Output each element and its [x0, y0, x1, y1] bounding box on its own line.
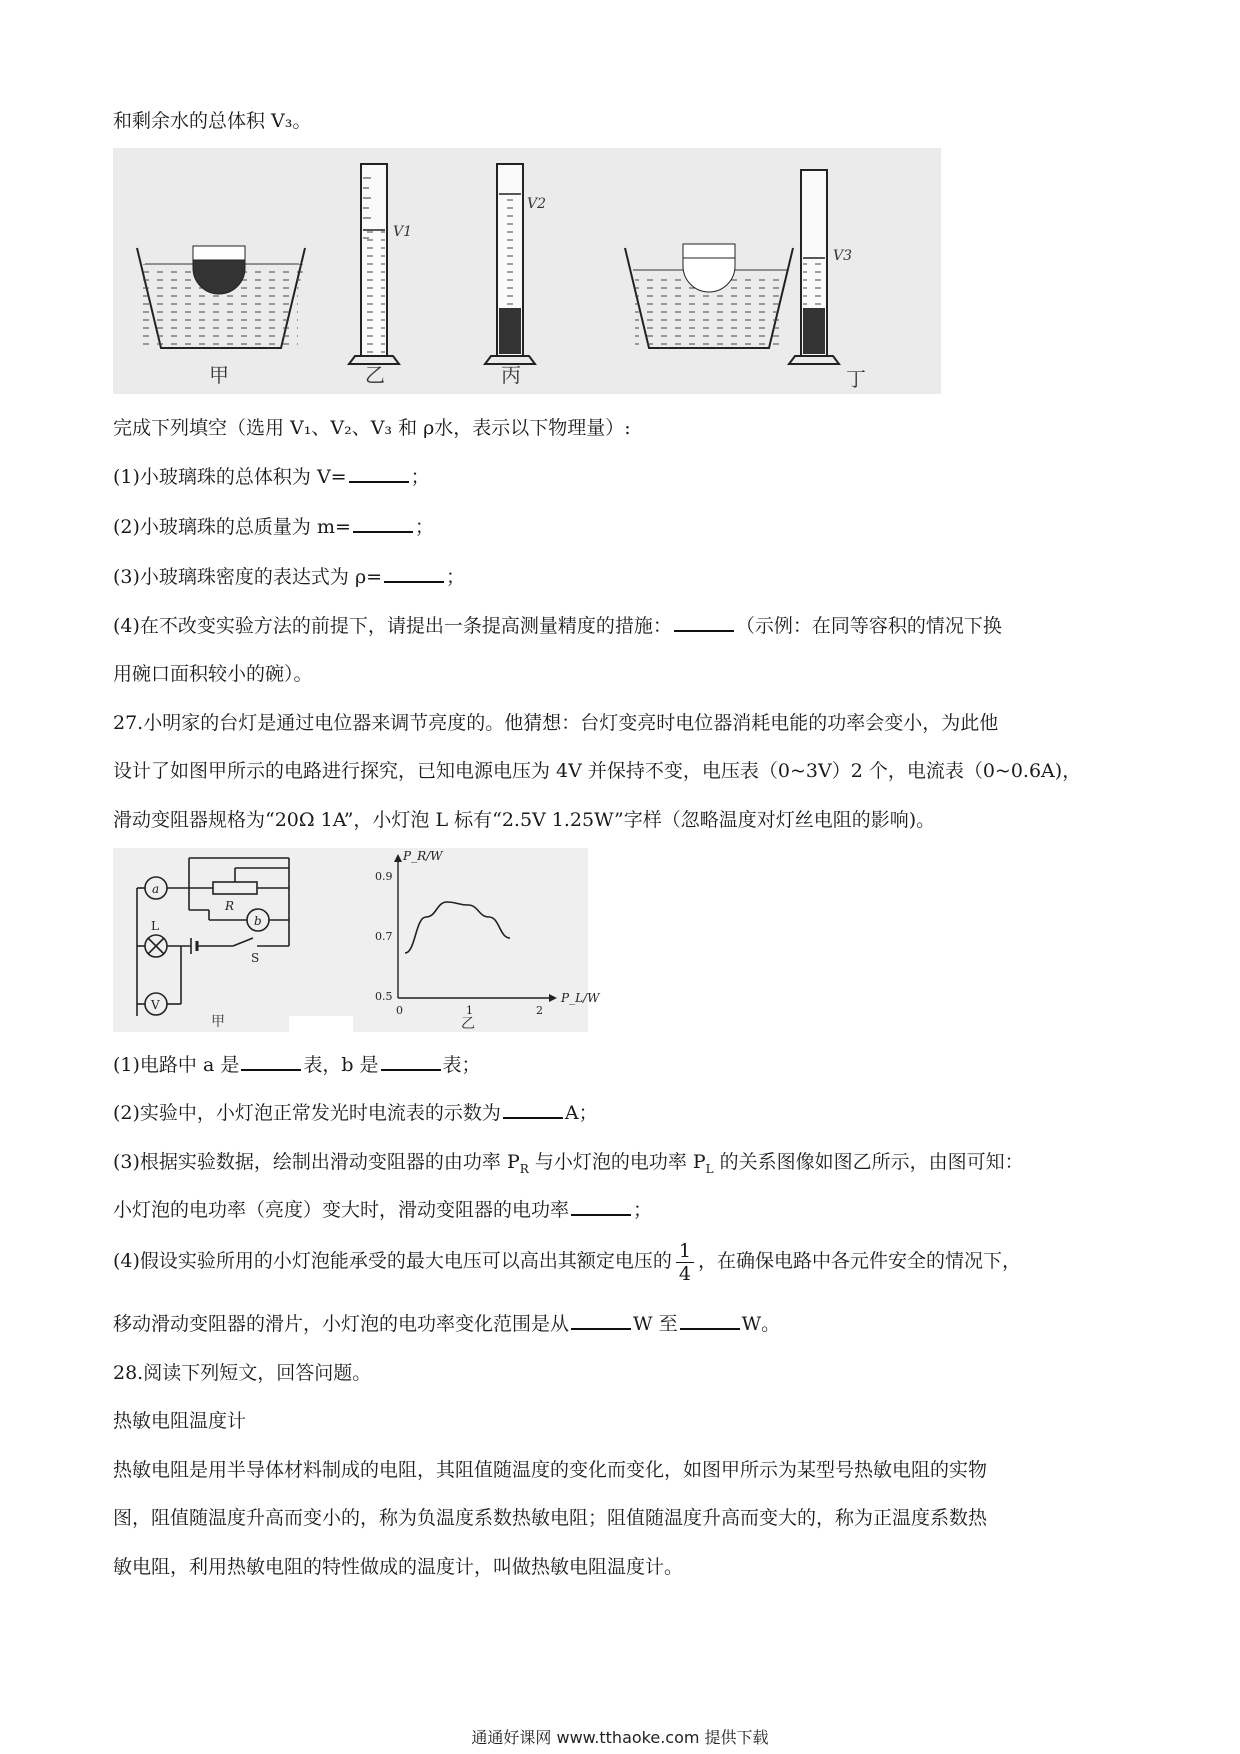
q28-para-line1: 热敏电阻是用半导体材料制成的电阻，其阻值随温度的变化而变化，如图甲所示为某型号热敏电阻的实物: [113, 1459, 988, 1481]
answer-blank-a[interactable]: [241, 1069, 301, 1071]
q27-line1: 27.小明家的台灯是通过电位器来调节亮度的。他猜想：台灯变亮时电位器消耗电能的功率会变小，为此他: [113, 712, 999, 734]
circuit-svg: [113, 848, 600, 1032]
label-bing: 丙: [501, 363, 521, 387]
mark-v3: V3: [833, 248, 853, 264]
power-curve: [405, 902, 510, 953]
label-ding: 丁: [846, 367, 866, 391]
q26-part2-text: (2)小玻璃珠的总质量为 m=: [113, 516, 351, 538]
resistor-label: R: [225, 899, 235, 913]
answer-blank-measure[interactable]: [674, 630, 734, 632]
q27-sub3: [113, 1149, 1024, 1182]
answer-blank-current[interactable]: [503, 1117, 563, 1119]
answer-blank-mass[interactable]: [353, 531, 413, 533]
power-graph: [375, 849, 601, 1032]
punct: ；: [446, 566, 466, 588]
fraction-one-quarter: [676, 1240, 694, 1285]
answer-blank-trend[interactable]: [571, 1214, 631, 1216]
xtick-2: 2: [536, 1004, 543, 1017]
q27-sub4-text5: W。: [741, 1313, 781, 1335]
ytick-09: 0.9: [375, 870, 393, 883]
q26-part3: [113, 564, 465, 590]
label-yi: 乙: [365, 363, 385, 387]
q27-sub4-text: (4)假设实验所用的小灯泡能承受的最大电压可以高出其额定电压的: [113, 1250, 672, 1272]
cylinder-ding: [789, 170, 852, 364]
q27-sub4-cont: [113, 1311, 780, 1337]
answer-blank-density[interactable]: [384, 581, 444, 583]
q27-sub3-text: (3)根据实验数据，绘制出滑动变阻器的由功率 P: [113, 1151, 520, 1173]
xtick-1: 1: [466, 1004, 473, 1017]
ytick-05: 0.5: [375, 990, 393, 1003]
circuit-caption: 甲: [211, 1014, 225, 1030]
q28-para-line2: 图，阻值随温度升高而变小的，称为负温度系数热敏电阻；阻值随温度升高而变大的，称为正温度系数热: [113, 1507, 988, 1529]
punct: ；: [414, 516, 434, 538]
mark-v1: V1: [393, 224, 413, 240]
q27-line2: 设计了如图甲所示的电路进行探究，已知电源电压为 4V 并保持不变，电压表（0~3V）2 个，电流表（0~0.6A)，: [113, 760, 1082, 782]
sub-r: R: [519, 1161, 529, 1176]
q27-sub2-text: (2)实验中，小灯泡正常发光时电流表的示数为: [113, 1102, 501, 1124]
page-footer: 通通好课网 www.tthaoke.com 提供下载: [471, 1728, 769, 1747]
answer-blank-max-power[interactable]: [680, 1328, 740, 1330]
frac-num: 1: [676, 1240, 694, 1263]
q27-sub2-unit: A；: [564, 1102, 598, 1124]
cylinder-yi: [349, 164, 412, 364]
q26-part4: [113, 613, 1002, 639]
graph-xlabel: P_L/W: [561, 991, 600, 1005]
figure1-svg: [113, 148, 941, 394]
q27-sub4: [113, 1236, 1021, 1286]
q26-part4-cont: 用碗口面积较小的碗）。: [113, 663, 313, 685]
graph-ylabel: P_R/W: [403, 849, 443, 863]
q27-sub3-text3: 的关系图像如图乙所示，由图可知：: [713, 1151, 1024, 1173]
figure-bowls-cylinders: [113, 148, 941, 394]
q27-sub3-cont: [113, 1197, 652, 1223]
answer-blank-b[interactable]: [381, 1069, 441, 1071]
punct: ；: [410, 466, 430, 488]
q26-part4-example: （示例：在同等容积的情况下换: [735, 615, 1002, 637]
mark-v2: V2: [527, 196, 547, 212]
cylinder-bing: [485, 164, 546, 364]
q26-part4-text: (4)在不改变实验方法的前提下，请提出一条提高测量精度的措施：: [113, 615, 672, 637]
xtick-0: 0: [396, 1004, 403, 1017]
label-jia: 甲: [209, 363, 229, 387]
answer-blank-volume[interactable]: [349, 481, 409, 483]
q27-sub4-text4: W 至: [633, 1313, 678, 1335]
q27-sub1: [113, 1052, 481, 1078]
q27-sub4-text2: ，在确保电路中各元件安全的情况下，: [698, 1250, 1022, 1272]
meter-v-label: V: [151, 998, 160, 1012]
answer-blank-min-power[interactable]: [571, 1328, 631, 1330]
meter-a-label: a: [152, 882, 160, 896]
switch-label: S: [251, 951, 260, 965]
q27-sub3-text4: 小灯泡的电功率（亮度）变大时，滑动变阻器的电功率: [113, 1199, 570, 1221]
q26-part3-text: (3)小玻璃珠密度的表达式为 ρ=: [113, 566, 383, 588]
q27-sub1-text3: 表；: [442, 1054, 481, 1076]
q27-sub3-text2: 与小灯泡的电功率 P: [528, 1151, 706, 1173]
graph-caption: 乙: [461, 1016, 475, 1032]
punct: ；: [633, 1199, 653, 1221]
figure-circuit-and-graph: [113, 848, 600, 1032]
meter-b-label: b: [254, 914, 262, 928]
frac-den: 4: [678, 1262, 692, 1285]
q26-part1-text: (1)小玻璃珠的总体积为 V=: [113, 466, 347, 488]
q27-sub4-text3: 移动滑动变阻器的滑片，小灯泡的电功率变化范围是从: [113, 1313, 570, 1335]
q27-sub1-text2: 表，b 是: [303, 1054, 379, 1076]
intro-line: 和剩余水的总体积 V₃。: [113, 110, 312, 132]
ytick-07: 0.7: [375, 930, 393, 943]
q27-sub1-text: (1)电路中 a 是: [113, 1054, 240, 1076]
q26-part1: [113, 464, 430, 490]
q26-part2: [113, 514, 434, 540]
bowl-ding: [625, 244, 793, 348]
q27-sub2: [113, 1100, 598, 1126]
q28-subtitle: 热敏电阻温度计: [113, 1410, 247, 1432]
q28-title: 28.阅读下列短文，回答问题。: [113, 1362, 372, 1384]
q28-para-line3: 敏电阻，利用热敏电阻的特性做成的温度计，叫做热敏电阻温度计。: [113, 1556, 684, 1578]
q27-line3: 滑动变阻器规格为“20Ω 1A”，小灯泡 L 标有“2.5V 1.25W”字样（忽略温度对灯丝电阻的影响)。: [113, 809, 936, 831]
q26-prompt: 完成下列填空（选用 V₁、V₂、V₃ 和 ρ水，表示以下物理量）:: [113, 417, 631, 439]
bowl-jia: [137, 246, 305, 348]
sub-l: L: [705, 1161, 714, 1176]
lamp-label: L: [151, 919, 159, 933]
